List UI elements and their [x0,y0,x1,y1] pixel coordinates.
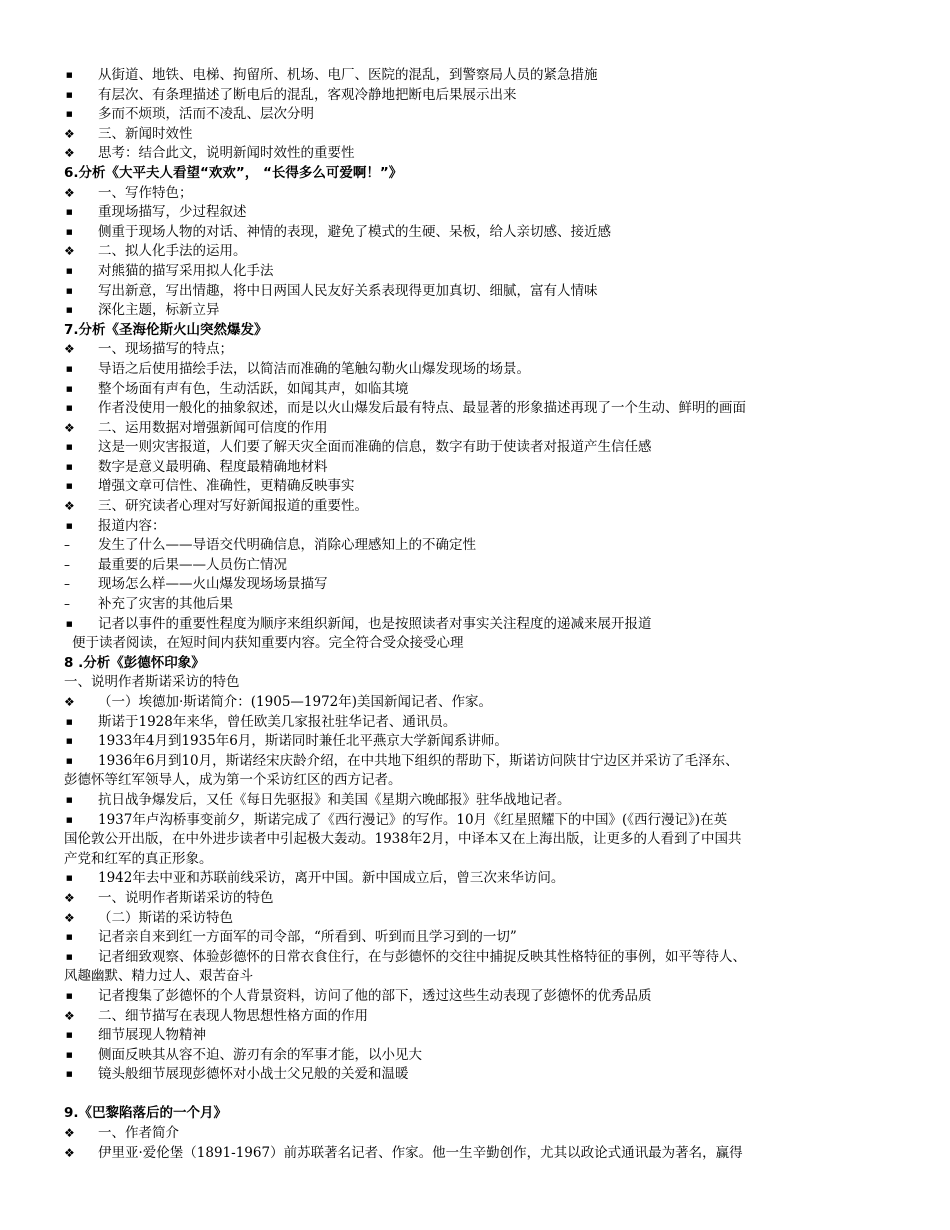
dash-bullet-icon [64,575,98,595]
square-bullet-icon [64,380,98,400]
list-item-text: 作者没使用一般化的抽象叙述，而是以火山爆发后最有特点、最显著的形象描述再现了一个生动、鲜明的画面 [98,400,746,417]
list-item-text: 一、写作特色； [98,184,193,201]
square-bullet-icon [64,752,98,772]
diamond-bullet-icon [64,419,98,439]
list-item [64,732,884,752]
square-bullet-icon [64,615,98,635]
diamond-bullet-icon [64,125,98,145]
list-item-text: 1942年去中亚和苏联前线采访，离开中国。新中国成立后，曾三次来华访问。 [98,870,565,887]
list-item [64,399,884,419]
square-bullet-icon [64,1026,98,1046]
list-item-text: 整个场面有声有色，生动活跃，如闻其声，如临其境 [98,380,409,397]
list-item-text: 一、作者简介 [98,1125,179,1142]
list-item-text: 有层次、有条理描述了断电后的混乱，客观冷静地把断电后果展示出来 [98,86,517,103]
square-bullet-icon [64,360,98,380]
list-item [64,282,884,302]
text-line: 一、说明作者斯诺采访的特色 [64,674,240,691]
list-item-text: 侧面反映其从容不迫、游刃有余的军事才能，以小见大 [98,1046,422,1063]
list-item [64,419,884,439]
list-item-text: 二、运用数据对增强新闻可信度的作用 [98,419,328,436]
square-bullet-icon [64,399,98,419]
list-item [64,203,884,223]
list-item [64,517,884,537]
diamond-bullet-icon [64,1144,98,1164]
dash-bullet-icon [64,595,98,615]
list-item-text: 数字是意义最明确、程度最精确地材料 [98,458,328,475]
list-item [64,380,884,400]
list-item [64,948,884,968]
square-bullet-icon [64,301,98,321]
diamond-bullet-icon [64,693,98,713]
square-bullet-icon [64,262,98,282]
list-item [64,575,884,595]
list-item-text: 1933年4月到1935年6月，斯诺同时兼任北平燕京大学新闻系讲师。 [98,733,508,750]
list-item [64,477,884,497]
diamond-bullet-icon [64,242,98,262]
diamond-bullet-icon [64,340,98,360]
list-item-text: 细节展现人物精神 [98,1027,206,1044]
square-bullet-icon [64,948,98,968]
list-item [64,889,884,909]
list-item-text: 三、新闻时效性 [98,125,193,142]
list-item-text: 斯诺于1928年来华，曾任欧美几家报社驻华记者、通讯员。 [98,713,457,730]
list-item [64,595,884,615]
list-item [64,713,884,733]
list-item [64,242,884,262]
list-item-continuation: 国伦敦公开出版，在中外进步读者中引起极大轰动。1938年2月，中译本又在上海出版，让更多的人看到了中国共 [64,831,742,848]
square-bullet-icon [64,86,98,106]
list-item [64,184,884,204]
list-item-text: 抗日战争爆发后，又任《每日先驱报》和美国《星期六晚邮报》驻华战地记者。 [98,791,571,808]
diamond-bullet-icon [64,144,98,164]
list-item-text: 重现场描写，少过程叙述 [98,204,247,221]
square-bullet-icon [64,791,98,811]
list-item [64,458,884,478]
list-item-text: 记者以事件的重要性程度为顺序来组织新闻，也是按照读者对事实关注程度的递减来展开报道 [98,615,652,632]
list-item [64,360,884,380]
list-item [64,987,884,1007]
list-item-text: 导语之后使用描绘手法，以简洁而准确的笔触勾勒火山爆发现场的场景。 [98,360,530,377]
list-item-continuation: 风趣幽默、精力过人、艰苦奋斗 [64,968,253,985]
list-item-text: 深化主题，标新立异 [98,302,220,319]
list-item [64,438,884,458]
section-heading: 8 .分析《彭德怀印象》 [64,654,205,671]
list-item-text: 记者搜集了彭德怀的个人背景资料，访问了他的部下，透过这些生动表现了彭德怀的优秀品质 [98,987,652,1004]
list-item-text: 记者亲自来到红一方面军的司令部，“所看到、听到而且学习到的一切” [98,929,517,946]
list-item [64,262,884,282]
square-bullet-icon [64,987,98,1007]
list-item [64,536,884,556]
list-item [64,791,884,811]
diamond-bullet-icon [64,184,98,204]
list-item-text: 从街道、地铁、电梯、拘留所、机场、电厂、医院的混乱，到警察局人员的紧急措施 [98,67,598,83]
list-item [64,1065,884,1085]
document-body [64,66,884,1163]
list-item [64,752,884,772]
square-bullet-icon [64,928,98,948]
list-item-text: 一、现场描写的特点； [98,341,233,358]
list-item-text: 1937年卢沟桥事变前夕，斯诺完成了《西行漫记》的写作。10月《红星照耀下的中国》(《西行漫记》)在英 [98,811,728,828]
square-bullet-icon [64,869,98,889]
list-item [64,1144,884,1164]
list-item-text: 报道内容： [98,517,166,534]
list-item-text: 三、研究读者心理对写好新闻报道的重要性。 [98,498,368,515]
list-item [64,556,884,576]
section-heading: 7.分析《圣海伦斯火山突然爆发》 [64,321,268,338]
list-item-text: 记者细致观察、体验彭德怀的日常衣食住行，在与彭德怀的交往中捕捉反映其性格特征的事例，如平等待人、 [98,948,746,965]
list-item-text: 伊里亚·爱伦堡（1891-1967）前苏联著名记者、作家。他一生辛勤创作，尤其以政论式通讯最为著名，赢得 [98,1144,743,1161]
list-item [64,105,884,125]
section-heading: 9.《巴黎陷落后的一个月》 [64,1105,228,1122]
list-item [64,1046,884,1066]
list-item [64,223,884,243]
list-item [64,811,884,831]
square-bullet-icon [64,477,98,497]
list-item-text: 最重要的后果——人员伤亡情况 [98,556,287,573]
square-bullet-icon [64,732,98,752]
list-item-text: 发生了什么——导语交代明确信息，消除心理感知上的不确定性 [98,537,476,554]
list-item [64,693,884,713]
blank-line [64,1085,884,1105]
list-item-text: 写出新意，写出情趣，将中日两国人民友好关系表现得更加真切、细腻，富有人情味 [98,282,598,299]
list-item [64,1007,884,1027]
list-item [64,497,884,517]
list-item-text: （一）埃德加·斯诺简介：(1905—1972年)美国新闻记者、作家。 [98,694,493,710]
list-item-text: 侧重于现场人物的对话、神情的表现，避免了模式的生硬、呆板，给人亲切感、接近感 [98,223,611,240]
dash-bullet-icon [64,536,98,556]
list-item-text: 多而不烦琐，活而不凌乱、层次分明 [98,106,314,123]
square-bullet-icon [64,105,98,125]
list-item-continuation: 彭德怀等红军领导人，成为第一个采访红区的西方记者。 [64,772,402,789]
square-bullet-icon [64,458,98,478]
square-bullet-icon [64,438,98,458]
list-item-text: 补充了灾害的其他后果 [98,596,233,613]
list-item [64,909,884,929]
diamond-bullet-icon [64,497,98,517]
list-item [64,340,884,360]
square-bullet-icon [64,1065,98,1085]
list-item-continuation: 产党和红军的真正形象。 [64,850,213,867]
list-item [64,615,884,635]
list-item [64,869,884,889]
list-item [64,86,884,106]
diamond-bullet-icon [64,889,98,909]
list-item-text: 镜头般细节展现彭德怀对小战士父兄般的关爱和温暖 [98,1066,409,1083]
list-item-text: 增强文章可信性、准确性，更精确反映事实 [98,478,355,495]
list-item-text: 一、说明作者斯诺采访的特色 [98,889,274,906]
dash-bullet-icon [64,556,98,576]
list-item [64,1124,884,1144]
list-item-text: 思考：结合此文，说明新闻时效性的重要性 [98,145,355,162]
square-bullet-icon [64,811,98,831]
diamond-bullet-icon [64,1124,98,1144]
list-item-text: 现场怎么样——火山爆发现场场景描写 [98,576,328,593]
list-item [64,125,884,145]
square-bullet-icon [64,1046,98,1066]
list-item [64,928,884,948]
list-item-text: （二）斯诺的采访特色 [98,909,233,926]
square-bullet-icon [64,713,98,733]
diamond-bullet-icon [64,1007,98,1027]
list-item-text: 这是一则灾害报道，人们要了解天灾全面而准确的信息，数字有助于使读者对报道产生信任感 [98,439,652,456]
list-item-text: 二、拟人化手法的运用。 [98,243,247,260]
square-bullet-icon [64,517,98,537]
list-item [64,66,884,86]
square-bullet-icon [64,203,98,223]
square-bullet-icon [64,223,98,243]
diamond-bullet-icon [64,909,98,929]
list-item-text: 二、细节描写在表现人物思想性格方面的作用 [98,1007,368,1024]
list-item [64,1026,884,1046]
section-heading: 6.分析《大平夫人看望“欢欢”， “长得多么可爱啊！”》 [64,164,403,181]
text-line: 便于读者阅读，在短时间内获知重要内容。完全符合受众接受心理 [72,635,464,652]
list-item-text: 1936年6月到10月，斯诺经宋庆龄介绍，在中共地下组织的帮助下，斯诺访问陕甘宁边区并采访了毛泽东、 [98,752,739,769]
square-bullet-icon [64,66,98,86]
square-bullet-icon [64,282,98,302]
list-item-text: 对熊猫的描写采用拟人化手法 [98,262,274,279]
list-item [64,301,884,321]
list-item [64,144,884,164]
